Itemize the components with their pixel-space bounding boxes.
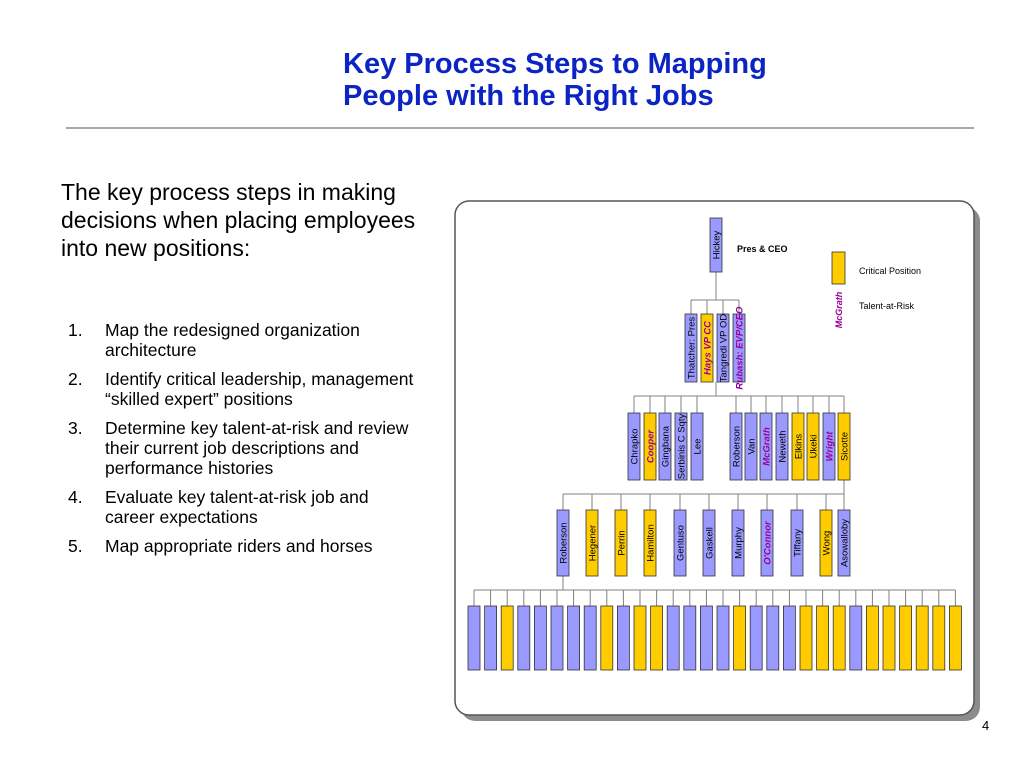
position-box xyxy=(667,606,679,670)
position-name: Wong xyxy=(821,530,833,556)
legend-critical-label: Critical Position xyxy=(859,266,922,276)
level5-box xyxy=(634,606,646,670)
position-box xyxy=(800,606,812,670)
level2-box xyxy=(685,314,698,382)
position-name: O'Connor xyxy=(762,521,774,565)
position-box xyxy=(750,606,762,670)
org-frame xyxy=(455,201,974,715)
position-name: Hegener xyxy=(587,524,599,562)
position-name: Murphy xyxy=(733,527,745,559)
position-box xyxy=(584,606,596,670)
level5-box xyxy=(584,606,596,670)
step-text: Map the redesigned organization architecture xyxy=(105,320,360,360)
position-box xyxy=(734,606,746,670)
step-text: Evaluate key talent-at-risk job and career expectations xyxy=(105,487,369,527)
position-box xyxy=(916,606,928,670)
position-box xyxy=(817,606,829,670)
level5-box xyxy=(667,606,679,670)
position-name: Elkins xyxy=(793,433,805,460)
level5-box xyxy=(501,606,513,670)
level2-box xyxy=(733,306,746,389)
level5-box xyxy=(534,606,546,670)
level4-box xyxy=(732,510,745,576)
level2-box xyxy=(701,314,714,382)
position-box xyxy=(949,606,961,670)
step-number: 2. xyxy=(68,369,83,389)
position-name: Sicotte xyxy=(839,431,851,462)
level3-box xyxy=(644,413,657,480)
title-line-2: People with the Right Jobs xyxy=(343,80,714,112)
position-box xyxy=(933,606,945,670)
ceo-box xyxy=(710,218,723,272)
position-name: Roberson xyxy=(731,425,743,468)
level5-box xyxy=(800,606,812,670)
position-box xyxy=(700,606,712,670)
level3-box xyxy=(792,413,805,480)
position-name: McGrath xyxy=(761,427,773,466)
level3-box xyxy=(691,413,704,480)
position-box xyxy=(883,606,895,670)
level3-box xyxy=(745,413,758,480)
position-box xyxy=(850,606,862,670)
position-name: Ukeki xyxy=(808,434,820,459)
level3-box xyxy=(760,413,773,480)
level3-box xyxy=(730,413,743,480)
position-name: Asowalloby xyxy=(839,518,851,568)
position-name: Van xyxy=(746,438,758,455)
level3-box xyxy=(776,413,789,480)
level5-box xyxy=(485,606,497,670)
level5-box xyxy=(734,606,746,670)
step-number: 5. xyxy=(68,536,83,556)
level3-box xyxy=(807,413,820,480)
position-box xyxy=(684,606,696,670)
position-name: Thatcher: Pres xyxy=(686,316,698,380)
level2-box xyxy=(717,314,730,383)
page-number: 4 xyxy=(982,718,990,733)
step-number: 4. xyxy=(68,487,83,507)
position-box xyxy=(551,606,563,670)
title-line-1: Key Process Steps to Mapping xyxy=(343,48,767,80)
level5-box xyxy=(601,606,613,670)
level3-box xyxy=(659,413,672,480)
level5-box xyxy=(468,606,480,670)
position-box xyxy=(568,606,580,670)
position-box xyxy=(501,606,513,670)
position-box xyxy=(634,606,646,670)
position-name: Tangredi VP OD xyxy=(718,313,730,383)
level4-box xyxy=(791,510,804,576)
position-name: Lee xyxy=(692,438,704,455)
position-box xyxy=(900,606,912,670)
level5-box xyxy=(817,606,829,670)
ceo-title: Pres & CEO xyxy=(737,244,788,254)
position-name: Neweth xyxy=(777,430,789,463)
level5-box xyxy=(783,606,795,670)
position-name: Hamilton xyxy=(645,524,657,562)
level5-box xyxy=(617,606,629,670)
level5-box xyxy=(767,606,779,670)
legend-critical-swatch xyxy=(832,252,845,284)
step-number: 3. xyxy=(68,418,83,438)
level5-box xyxy=(866,606,878,670)
level5-box xyxy=(551,606,563,670)
position-name: Gentuso xyxy=(675,525,687,561)
position-box xyxy=(617,606,629,670)
position-name: Tiffany xyxy=(792,529,804,557)
step-text: Determine key talent-at-risk and review their current job descriptions and performance histories xyxy=(105,418,409,478)
level3-box xyxy=(823,413,836,480)
position-name: Rubash: EVP/CEO xyxy=(734,306,746,390)
level4-box xyxy=(557,510,570,576)
level5-box xyxy=(949,606,961,670)
level5-box xyxy=(651,606,663,670)
level5-box xyxy=(700,606,712,670)
intro-text: The key process steps in making decisions when placing employees into new positions: xyxy=(61,179,416,261)
position-name: Wright xyxy=(824,431,836,462)
position-name: Hickey xyxy=(711,230,723,260)
position-box xyxy=(485,606,497,670)
position-box xyxy=(717,606,729,670)
level4-box xyxy=(586,510,599,576)
position-name: Chrapko xyxy=(629,428,641,465)
position-name: Gaskell xyxy=(704,527,716,559)
position-box xyxy=(468,606,480,670)
level3-box xyxy=(628,413,641,480)
position-box xyxy=(767,606,779,670)
position-name: Cooper xyxy=(645,429,657,464)
level5-box xyxy=(717,606,729,670)
position-box xyxy=(651,606,663,670)
position-box xyxy=(601,606,613,670)
position-name: Roberson xyxy=(558,522,570,564)
position-box xyxy=(783,606,795,670)
level4-box xyxy=(615,510,628,576)
level5-box xyxy=(518,606,530,670)
legend-risk-label: Talent-at-Risk xyxy=(859,301,915,311)
level5-box xyxy=(684,606,696,670)
level3-box xyxy=(675,413,688,480)
position-box xyxy=(866,606,878,670)
step-text: Map appropriate riders and horses xyxy=(105,536,373,556)
level5-box xyxy=(750,606,762,670)
level5-box xyxy=(900,606,912,670)
level5-box xyxy=(916,606,928,670)
step-number: 1. xyxy=(68,320,83,340)
position-box xyxy=(518,606,530,670)
level4-box xyxy=(820,510,833,576)
position-name: Hays VP CC xyxy=(702,320,714,376)
level5-box xyxy=(850,606,862,670)
level5-box xyxy=(568,606,580,670)
position-name: Gingbana xyxy=(660,425,672,468)
position-box xyxy=(833,606,845,670)
level5-box xyxy=(883,606,895,670)
level4-box xyxy=(674,510,687,576)
level4-box xyxy=(703,510,716,576)
step-text: Identify critical leadership, management “skilled expert” positions xyxy=(105,369,414,409)
position-name: Perrin xyxy=(616,530,628,556)
legend-risk-sample: McGrath xyxy=(834,291,844,329)
position-box xyxy=(534,606,546,670)
level5-box xyxy=(933,606,945,670)
level4-box xyxy=(838,510,851,576)
level4-box xyxy=(761,510,774,576)
level5-box xyxy=(833,606,845,670)
position-name: Serbinis C Sqty xyxy=(676,413,688,480)
level3-box xyxy=(838,413,851,480)
level4-box xyxy=(644,510,657,576)
